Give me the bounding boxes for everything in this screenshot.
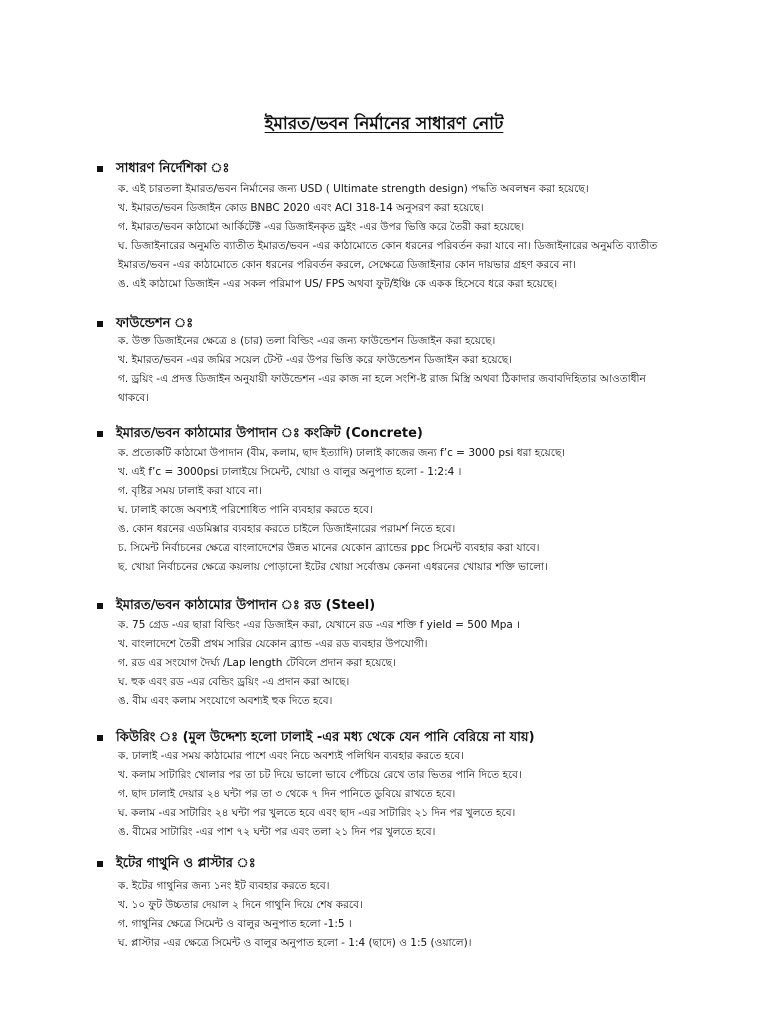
section-heading <box>116 729 535 747</box>
list-item: ক. এই চারতলা ইমারত/ভবন নির্মানের জন্য USD ( Ultimate strength design) পদ্ধতি অবলম্বন করা হয়েছে। <box>118 183 589 195</box>
square-bullet-icon <box>97 603 103 609</box>
list-item: ক. উক্ত ডিজাইনের ক্ষেত্রে ৪ (চার) তলা বিল্ডিং -এর জন্য ফাউন্ডেশন ডিজাইন করা হয়েছে। <box>118 335 496 347</box>
square-bullet-icon <box>97 431 103 437</box>
list-item: খ. কলাম সাটারিং খোলার পর তা চট দিয়ে ভালো ভাবে পেঁচিয়ে রেখে তার ভিতর পানি দিতে হবে। <box>118 769 522 781</box>
square-bullet-icon <box>97 861 103 867</box>
item-list <box>118 616 658 711</box>
square-bullet-icon <box>97 735 103 741</box>
list-item: ঙ. বীম এবং কলাম সংযোগে অবশ্যই হুক দিতে হবে। <box>118 695 333 707</box>
list-item: ঘ. ডিজাইনারের অনুমতি ব্যাতীত ইমারত/ভবন -এর কাঠামোতে কোন ধরনের পরিবর্তন করা যাবে না। ডিজাইনারের অনুমতি ব্যাতীত ইমারত/ভবন -এর কাঠামোতে কোন ধরনের পরিবর্তন করলে, সেক্ষেত্রে ডিজাইনার কোন দায়ভার গ্রহণ করবে না। <box>118 240 658 271</box>
section-heading-text: ইটের গাথুনি ও প্লাস্টার ঃ <box>116 856 256 871</box>
list-item: ক. ঢালাই -এর সময় কাঠামোর পাশে এবং নিচে অবশ্যই পলিথিন ব্যবহার করতে হবে। <box>118 750 464 762</box>
list-item: ঘ. কলাম -এর সাটারিং ২৪ ঘন্টা পর খুলতে হবে এবং ছাদ -এর সাটারিং ২১ দিন পর খুলতে হবে। <box>118 807 516 819</box>
list-item: গ. বৃষ্টির সময় ঢালাই করা যাবে না। <box>118 485 262 497</box>
list-item: গ. ইমারত/ভবন কাঠামো আর্কিটেক্ট -এর ডিজাইনকৃত ড্রইং -এর উপর ভিত্তি করে তৈরী করা হয়েছে। <box>118 221 525 233</box>
section-heading <box>116 315 193 333</box>
list-item: গ. রড এর সংযোগ দৈর্ঘ্য /Lap length টেবিলে প্রদান করা হয়েছে। <box>118 657 396 669</box>
list-item: চ. সিমেন্ট নির্বাচনের ক্ষেত্রে বাংলাদেশের উন্নত মানের যেকোন ব্র্যান্ডের ppc সিমেন্ট ব্যবহার করা যাবে। <box>118 542 540 554</box>
list-item: ঘ. ঢালাই কাজে অবশ্যই পরিশোধিত পানি ব্যবহার করতে হবে। <box>118 504 373 516</box>
list-item: ক. প্রত্যেকটি কাঠামো উপাদান (বীম, কলাম, ছাদ ইত্যাদি) ঢালাই কাজের জন্য f’c = 3000 psi ধরা হয়েছে। <box>118 447 566 459</box>
list-item: ক. 75 গ্রেড -এর ছারা বিল্ডিং -এর ডিজাইন করা, যেখানে রড -এর শক্তি f yield = 500 Mpa । <box>118 619 521 631</box>
section-heading-text: ইমারত/ভবন কাঠামোর উপাদান ঃ রড (Steel) <box>116 598 376 613</box>
item-list <box>118 180 658 294</box>
list-item: ঙ. এই কাঠামো ডিজাইন -এর সকল পরিমাপ US/ FPS অথবা ফুট/ইঞ্চি কে একক হিসেবে ধরে করা হয়েছে। <box>118 278 558 290</box>
section-heading <box>116 425 423 443</box>
list-item: গ. ছাদ ঢালাই দেয়ার ২৪ ঘন্টা পর তা ৩ থেকে ৭ দিন পানিতে ডুবিয়ে রাখতে হবে। <box>118 788 456 800</box>
item-list <box>118 332 658 408</box>
section-heading <box>116 597 375 615</box>
section-heading <box>116 160 229 178</box>
list-item: গ. ড্রয়িং -এ প্রদত্ত ডিজাইন অনুযায়ী ফাউন্ডেশন -এর কাজ না হলে সংশি-ষ্ট রাজ মিস্ত্রি অথবা ঠিকাদার জবাবদিহিতার আওতাধীন থাকবে। <box>118 373 646 404</box>
list-item: গ. গাথুনির ক্ষেত্রে সিমেন্ট ও বালুর অনুপাত হলো -1:5 । <box>118 918 352 930</box>
document-title-text: ইমারত/ভবন নির্মানের সাধারণ নোট <box>264 114 504 134</box>
list-item: ঙ. বীমের সাটারিং -এর পাশ ৭২ ঘন্টা পর এবং তলা ২১ দিন পর খুলতে হবে। <box>118 826 436 838</box>
list-item: ঘ. প্লাস্টার -এর ক্ষেত্রে সিমেন্ট ও বালুর অনুপাত হলো - 1:4 (ছাদে) ও 1:5 (ওয়ালে)। <box>118 937 472 949</box>
square-bullet-icon <box>97 166 103 172</box>
list-item: খ. ইমারত/ভবন -এর জমির সয়েল টেস্ট -এর উপর ভিত্তি করে ফাউন্ডেশন ডিজাইন করা হয়েছে। <box>118 354 512 366</box>
list-item: ঙ. কোন ধরনের এডমিক্সার ব্যবহার করতে চাইলে ডিজাইনারের পরামর্শ নিতে হবে। <box>118 523 456 535</box>
item-list <box>118 444 658 577</box>
section-heading <box>116 855 256 873</box>
section-heading-text: ফাউন্ডেশন ঃ <box>116 316 194 331</box>
list-item: খ. ১০ ফুট উচ্চতার দেয়াল ২ দিনে গাথুনি দিয়ে শেষ করবে। <box>118 899 363 911</box>
document-title <box>0 113 768 135</box>
list-item: খ. বাংলাদেশে তৈরী প্রথম সারির যেকোন ব্র্যান্ড -এর রড ব্যবহার উপযোগী। <box>118 638 428 650</box>
section-heading-text: কিউরিং ঃ (মুল উদ্দেশ্য হলো ঢালাই -এর মধ্য থেকে যেন পানি বেরিয়ে না যায়) <box>116 730 535 745</box>
list-item: ক. ইটের গাথুনির জন্য ১নং ইট ব্যবহার করতে হবে। <box>118 880 330 892</box>
square-bullet-icon <box>97 321 103 327</box>
list-item: ছ. খোয়া নির্বাচনের ক্ষেত্রে কয়লায় পোড়ানো ইটের খোয়া সর্বোত্তম কেননা এধরনের খোয়ার শক্তি ভালো। <box>118 561 548 573</box>
list-item: খ. ইমারত/ভবন ডিজাইন কোড BNBC 2020 এবং ACI 318-14 অনুসরণ করা হয়েছে। <box>118 202 484 214</box>
list-item: ঘ. হুক এবং রড -এর বেন্ডিং ড্রয়িং -এ প্রদান করা আছে। <box>118 676 350 688</box>
list-item: খ. এই f’c = 3000psi ঢালাইয়ে সিমেন্ট, খোয়া ও বালুর অনুপাত হলো - 1:2:4 । <box>118 466 462 478</box>
item-list <box>118 747 658 842</box>
item-list <box>118 877 658 953</box>
section-heading-text: সাধারণ নির্দেশিকা ঃ <box>116 161 230 176</box>
section-heading-text: ইমারত/ভবন কাঠামোর উপাদান ঃ কংক্রিট (Concrete) <box>116 426 423 441</box>
